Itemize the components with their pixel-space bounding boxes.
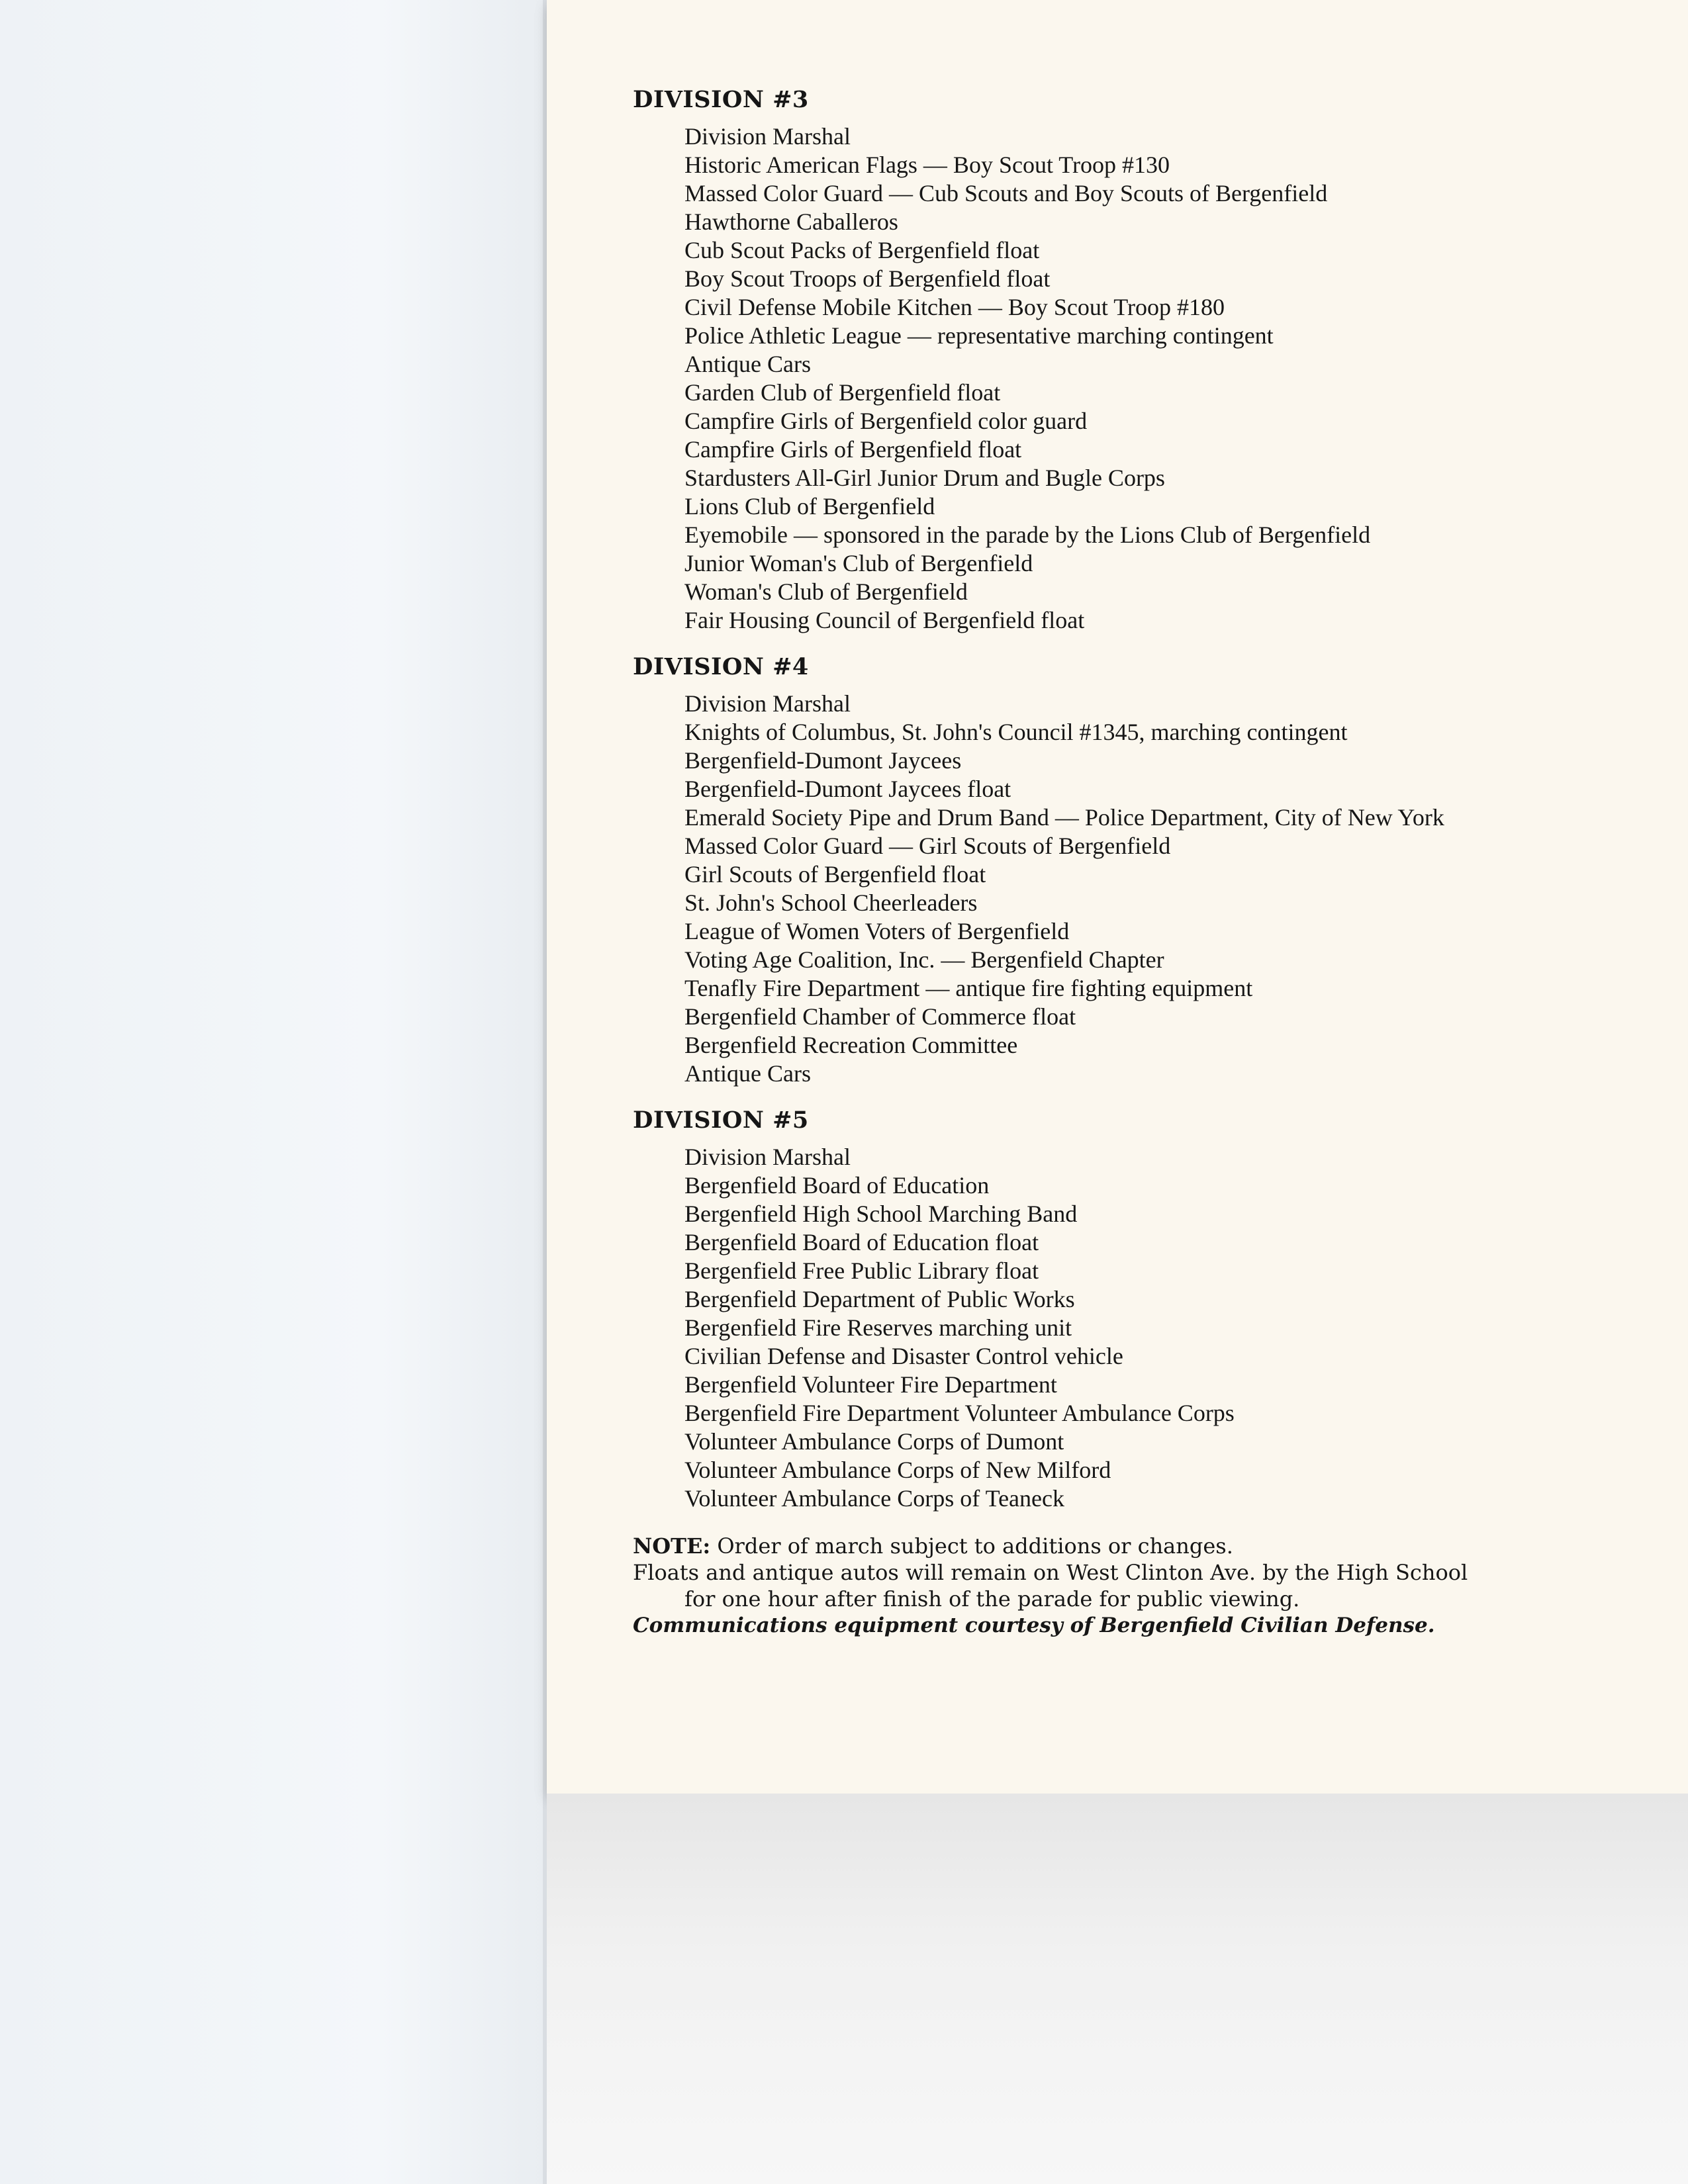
march-entry: Volunteer Ambulance Corps of New Milford: [684, 1457, 1111, 1483]
note-block: [633, 1533, 1665, 1639]
march-entry: Bergenfield-Dumont Jaycees: [684, 747, 962, 774]
division-entries: [633, 690, 1665, 1088]
march-entry: Antique Cars: [684, 1060, 811, 1087]
march-entry: Volunteer Ambulance Corps of Dumont: [684, 1428, 1064, 1455]
march-entry: Eyemobile — sponsored in the parade by the Lions Club of Bergenfield: [684, 522, 1371, 548]
march-entry: Civilian Defense and Disaster Control vehicle: [684, 1343, 1123, 1369]
march-entry: Civil Defense Mobile Kitchen — Boy Scout Troop #180: [684, 294, 1225, 320]
march-entry: Bergenfield High School Marching Band: [684, 1201, 1078, 1227]
march-entry: Emerald Society Pipe and Drum Band — Police Department, City of New York: [684, 804, 1444, 831]
march-entry: Junior Woman's Club of Bergenfield: [684, 550, 1033, 576]
march-entry: League of Women Voters of Bergenfield: [684, 918, 1070, 944]
march-entry: Bergenfield Free Public Library float: [684, 1257, 1039, 1284]
march-entry: Division Marshal: [684, 690, 851, 717]
division-heading: DIVISION #5: [633, 1107, 809, 1134]
note-line-3: for one hour after finish of the parade for public viewing.: [684, 1586, 1300, 1612]
march-entry: Antique Cars: [684, 351, 811, 377]
division-heading: DIVISION #4: [633, 653, 809, 680]
march-entry: Woman's Club of Bergenfield: [684, 578, 968, 605]
march-entry: Knights of Columbus, St. John's Council #1345, marching contingent: [684, 719, 1348, 745]
march-entry: Tenafly Fire Department — antique fire fighting equipment: [684, 975, 1253, 1001]
march-entry: Bergenfield Department of Public Works: [684, 1286, 1075, 1312]
note-line-1: [633, 1533, 1665, 1559]
march-entry: Boy Scout Troops of Bergenfield float: [684, 265, 1051, 292]
division-5: [633, 1107, 1665, 1513]
division-3: [633, 86, 1665, 635]
division-entries: [633, 122, 1665, 635]
march-entry: Division Marshal: [684, 1144, 851, 1170]
program-page: [547, 0, 1688, 1794]
division-entries: [633, 1143, 1665, 1513]
march-entry: Bergenfield Recreation Committee: [684, 1032, 1018, 1058]
march-entry: Bergenfield Fire Department Volunteer Ambulance Corps: [684, 1400, 1235, 1426]
march-entry: Girl Scouts of Bergenfield float: [684, 861, 986, 887]
march-entry: Campfire Girls of Bergenfield float: [684, 436, 1022, 463]
march-entry: Massed Color Guard — Girl Scouts of Bergenfield: [684, 833, 1171, 859]
note-text: Order of march subject to additions or changes.: [717, 1533, 1233, 1559]
background-surface: [547, 1794, 1688, 2184]
march-entry: Stardusters All-Girl Junior Drum and Bugle Corps: [684, 465, 1165, 491]
march-entry: St. John's School Cheerleaders: [684, 889, 978, 916]
facing-page: [0, 0, 547, 2184]
note-line-2: Floats and antique autos will remain on West Clinton Ave. by the High School: [633, 1560, 1468, 1585]
march-entry: Bergenfield Chamber of Commerce float: [684, 1003, 1076, 1030]
march-entry: Campfire Girls of Bergenfield color guard: [684, 408, 1088, 434]
march-entry: Division Marshal: [684, 123, 851, 150]
march-entry: Volunteer Ambulance Corps of Teaneck: [684, 1485, 1064, 1512]
march-entry: Massed Color Guard — Cub Scouts and Boy Scouts of Bergenfield: [684, 180, 1328, 206]
march-entry: Hawthorne Caballeros: [684, 208, 898, 235]
march-entry: Bergenfield Board of Education float: [684, 1229, 1039, 1255]
credit-line: Communications equipment courtesy of Bergenfield Civilian Defense.: [633, 1614, 1435, 1637]
march-entry: Bergenfield Fire Reserves marching unit: [684, 1314, 1072, 1341]
march-entry: Fair Housing Council of Bergenfield float: [684, 607, 1085, 633]
march-entry: Bergenfield Volunteer Fire Department: [684, 1371, 1057, 1398]
march-entry: Police Athletic League — representative marching contingent: [684, 322, 1274, 349]
march-entry: Voting Age Coalition, Inc. — Bergenfield Chapter: [684, 946, 1164, 973]
division-heading: DIVISION #3: [633, 86, 809, 113]
march-entry: Bergenfield-Dumont Jaycees float: [684, 776, 1011, 802]
march-entry: Bergenfield Board of Education: [684, 1172, 990, 1199]
march-entry: Lions Club of Bergenfield: [684, 493, 935, 520]
note-label: NOTE:: [633, 1533, 711, 1559]
march-entry: Historic American Flags — Boy Scout Troop #130: [684, 152, 1170, 178]
division-4: [633, 653, 1665, 1088]
order-of-march: [633, 86, 1665, 1639]
march-entry: Garden Club of Bergenfield float: [684, 379, 1001, 406]
march-entry: Cub Scout Packs of Bergenfield float: [684, 237, 1040, 263]
